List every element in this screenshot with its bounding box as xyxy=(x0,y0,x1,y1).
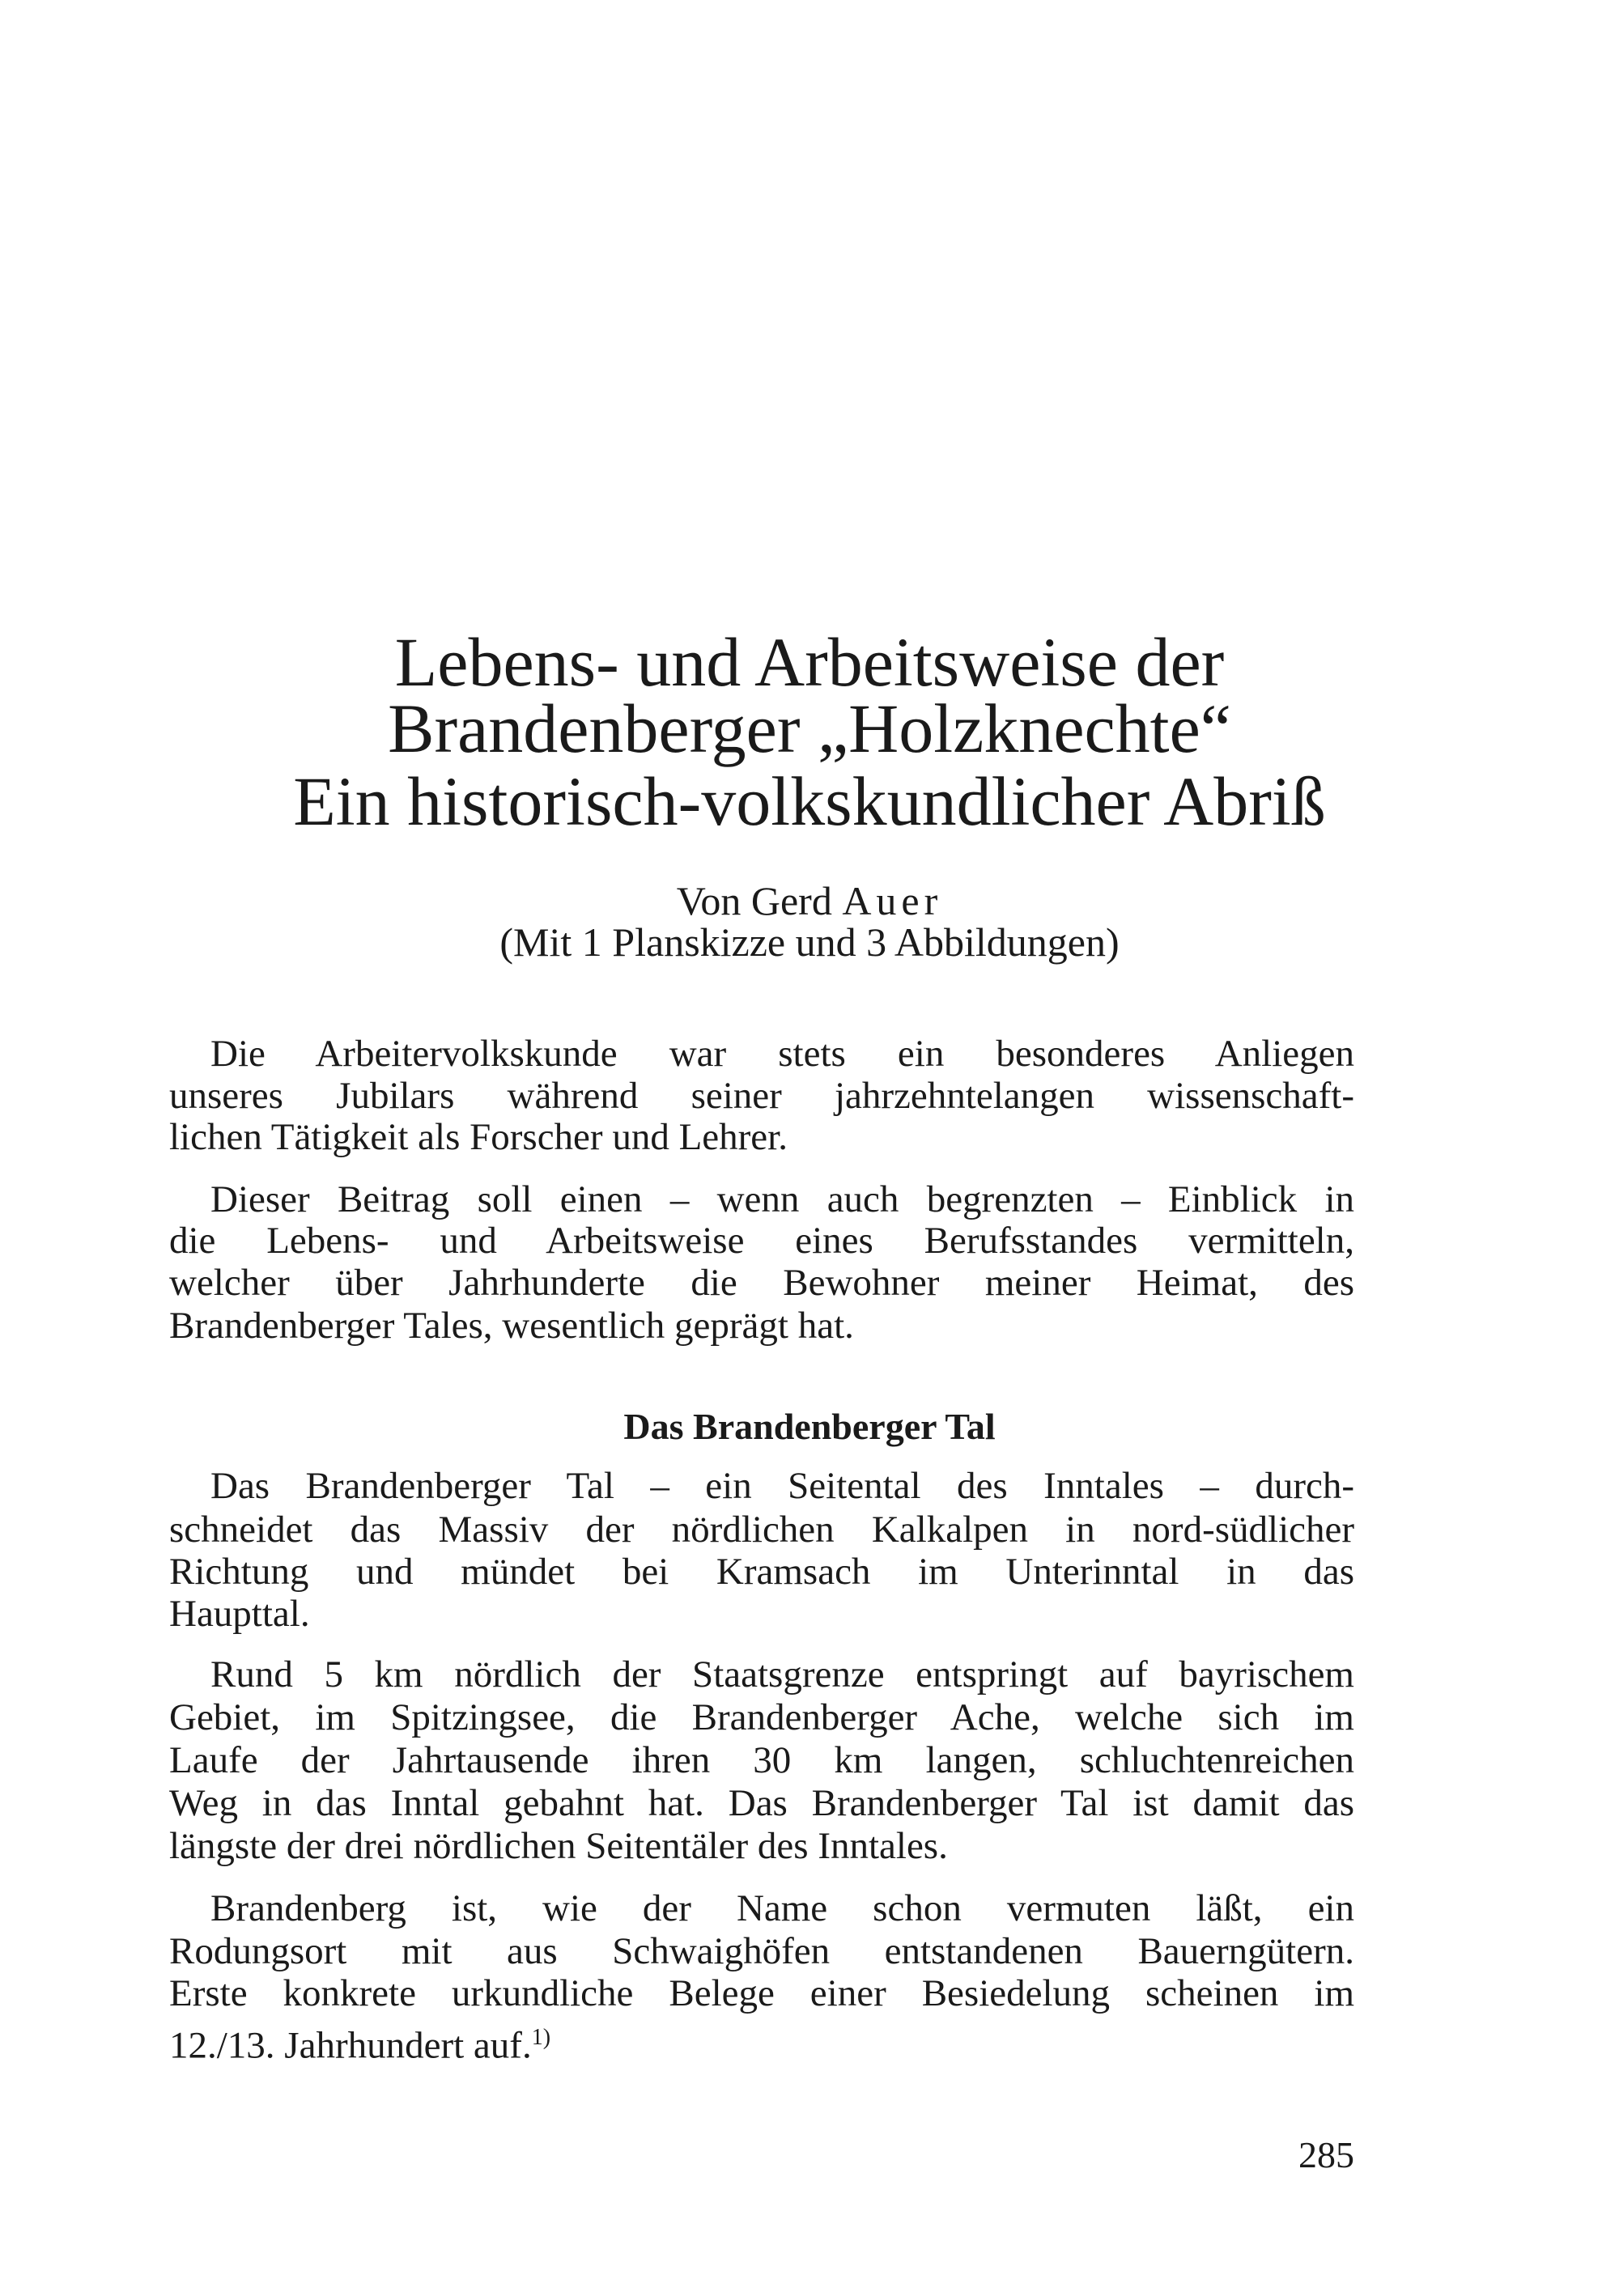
text-line: Das Brandenberger Tal – ein Seitental des Inntales – durch- xyxy=(210,1465,1354,1507)
text-line: Gebiet, im Spitzingsee, die Brandenberger Ache, welche sich im xyxy=(169,1696,1354,1738)
text-line: unseres Jubilars während seiner jahrzehntelangen wissenschaft- xyxy=(169,1075,1354,1117)
text-line: lichen Tätigkeit als Forscher und Lehrer. xyxy=(169,1116,788,1158)
page-number: 285 xyxy=(1298,2134,1354,2175)
text-line: längste der drei nördlichen Seitentäler des Inntales. xyxy=(169,1825,948,1867)
text-line: Brandenberger Tales, wesentlich geprägt hat. xyxy=(169,1305,854,1347)
text-line: Haupttal. xyxy=(169,1593,310,1635)
text-line: die Lebens- und Arbeitsweise eines Berufsstandes vermitteln, xyxy=(169,1220,1354,1262)
text-line: Richtung und mündet bei Kramsach im Unterinntal in das xyxy=(169,1551,1354,1593)
title-line-1: Lebens- und Arbeitsweise der xyxy=(394,623,1225,701)
text-line: Dieser Beitrag soll einen – wenn auch begrenzten – Einblick in xyxy=(210,1178,1354,1220)
text-line: Erste konkrete urkundliche Belege einer Besiedelung scheinen im xyxy=(169,1972,1354,2014)
text-line-content: 12./13. Jahrhundert auf. xyxy=(169,2024,532,2067)
footnote-marker[interactable]: 1) xyxy=(531,2025,551,2050)
author-surname: Auer xyxy=(842,878,943,923)
text-line: Laufe der Jahrtausende ihren 30 km langen, schluchtenreichen xyxy=(169,1739,1354,1781)
text-line: Brandenberg ist, wie der Name schon vermuten läßt, ein xyxy=(210,1887,1354,1929)
text-line: schneidet das Massiv der nördlichen Kalkalpen in nord-südlicher xyxy=(169,1509,1354,1551)
title-line-2: Brandenberger „Holzknechte“ xyxy=(388,690,1231,767)
text-line xyxy=(169,2014,1354,2070)
text-line: Rodungsort mit aus Schwaighöfen entstandenen Bauerngütern. xyxy=(169,1930,1354,1972)
text-line: welcher über Jahrhunderte die Bewohner meiner Heimat, des xyxy=(169,1262,1354,1304)
figures-note: (Mit 1 Planskizze und 3 Abbildungen) xyxy=(499,919,1120,965)
text-line: Die Arbeitervolkskunde war stets ein besonderes Anliegen xyxy=(210,1033,1354,1075)
section-heading: Das Brandenberger Tal xyxy=(623,1406,996,1447)
author-prefix: Von Gerd xyxy=(676,878,843,923)
title-line-3: Ein historisch-volkskundlicher Abriß xyxy=(293,762,1326,840)
text-line: Rund 5 km nördlich der Staatsgrenze entspringt auf bayrischem xyxy=(210,1653,1354,1695)
text-line: Weg in das Inntal gebahnt hat. Das Brandenberger Tal ist damit das xyxy=(169,1782,1354,1824)
